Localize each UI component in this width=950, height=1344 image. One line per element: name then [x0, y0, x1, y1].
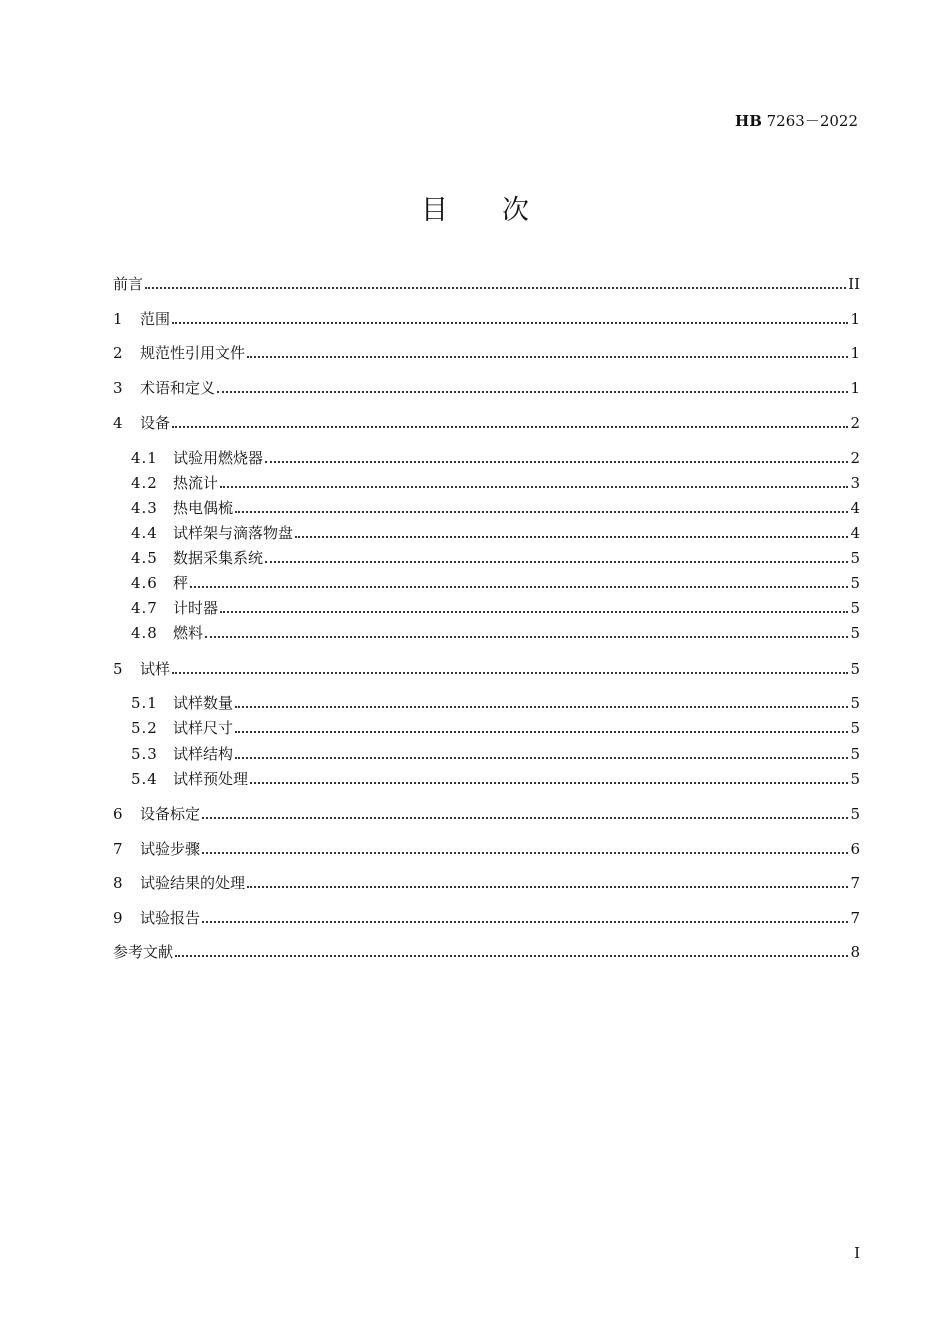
toc-entry-page: 7 — [850, 909, 860, 927]
toc-entry-number: 5.3 — [131, 745, 158, 763]
toc-entry-number: 6 — [113, 805, 123, 823]
toc-entry-page: 5 — [850, 574, 860, 592]
toc-leader-dots — [295, 522, 848, 544]
toc-entry-5-3[interactable] — [131, 743, 860, 765]
toc-entry-page: 1 — [850, 344, 860, 362]
toc-leader-dots — [190, 572, 848, 594]
toc-entry-number: 9 — [113, 909, 123, 927]
toc-entry-number: 4.5 — [131, 549, 158, 567]
page-number: I — [854, 1244, 860, 1262]
toc-leader-dots — [235, 497, 848, 519]
toc-leader-dots — [172, 308, 848, 330]
toc-leader-dots — [220, 472, 848, 494]
page-title — [0, 188, 950, 227]
toc-entry-page: 5 — [850, 694, 860, 712]
toc-leader-dots — [247, 872, 848, 894]
toc-entry-2[interactable] — [113, 342, 860, 364]
toc-entry-page: 2 — [850, 449, 860, 467]
toc-entry-4-2[interactable] — [131, 472, 860, 494]
toc-entry-page: II — [848, 275, 860, 293]
toc-entry-number: 5.4 — [131, 770, 158, 788]
toc-leader-dots — [172, 658, 848, 680]
toc-entry-4-5[interactable] — [131, 547, 860, 569]
toc-entry-number: 4.2 — [131, 474, 158, 492]
toc-entry-number: 4.1 — [131, 449, 158, 467]
toc-entry-label: 规范性引用文件 — [140, 344, 246, 362]
toc-entry-label: 试样架与滴落物盘 — [173, 524, 294, 542]
toc-leader-dots — [205, 622, 848, 644]
toc-entry-label: 热电偶梳 — [173, 499, 234, 517]
toc-entry-6[interactable] — [113, 803, 860, 825]
toc-entry-page: 6 — [850, 840, 860, 858]
toc-entry-4-3[interactable] — [131, 497, 860, 519]
toc-entry-page: 8 — [850, 943, 860, 961]
toc-entry-7[interactable] — [113, 838, 860, 860]
toc-entry-label: 试样结构 — [173, 745, 234, 763]
toc-entry-page: 1 — [850, 310, 860, 328]
toc-entry-label: 试样 — [140, 660, 171, 678]
toc-entry-label: 试样数量 — [173, 694, 234, 712]
toc-entry-foreword[interactable] — [113, 273, 860, 295]
toc-leader-dots — [265, 447, 848, 469]
toc-entry-number: 2 — [113, 344, 123, 362]
toc-entry-label: 数据采集系统 — [173, 549, 264, 567]
toc-entry-page: 5 — [850, 660, 860, 678]
toc-leader-dots — [247, 342, 848, 364]
toc-entry-number: 8 — [113, 874, 123, 892]
toc-entry-label: 试验结果的处理 — [140, 874, 246, 892]
toc-entry-page: 5 — [850, 745, 860, 763]
toc-leader-dots — [265, 547, 848, 569]
toc-entry-references[interactable] — [113, 941, 860, 963]
toc-leader-dots — [202, 838, 848, 860]
toc-leader-dots — [217, 377, 848, 399]
toc-entry-number: 4.3 — [131, 499, 158, 517]
toc-entry-4-8[interactable] — [131, 622, 860, 644]
toc-entry-label: 试验用燃烧器 — [173, 449, 264, 467]
toc-leader-dots — [172, 412, 848, 434]
toc-entry-label: 热流计 — [173, 474, 219, 492]
toc-entry-page: 3 — [850, 474, 860, 492]
toc-entry-label: 参考文献 — [113, 943, 174, 961]
toc-entry-5-1[interactable] — [131, 692, 860, 714]
toc-entry-label: 试样尺寸 — [173, 719, 234, 737]
toc-leader-dots — [145, 273, 846, 295]
toc-entry-4-1[interactable] — [131, 447, 860, 469]
toc-entry-number: 5 — [113, 660, 123, 678]
toc-entry-page: 4 — [850, 499, 860, 517]
toc-entry-number: 4 — [113, 414, 123, 432]
toc-leader-dots — [235, 717, 848, 739]
toc-entry-page: 5 — [850, 549, 860, 567]
toc-entry-label: 试验步骤 — [140, 840, 201, 858]
toc-entry-page: 1 — [850, 379, 860, 397]
toc-entry-9[interactable] — [113, 907, 860, 929]
toc-leader-dots — [202, 803, 848, 825]
toc-entry-number: 4.4 — [131, 524, 158, 542]
toc-entry-label: 范围 — [140, 310, 171, 328]
toc-entry-label: 计时器 — [173, 599, 219, 617]
toc-entry-4-6[interactable] — [131, 572, 860, 594]
toc-entry-4-7[interactable] — [131, 597, 860, 619]
toc-entry-label: 试验报告 — [140, 909, 201, 927]
toc-entry-5-4[interactable] — [131, 768, 860, 790]
toc-entry-4[interactable] — [113, 412, 860, 434]
toc-entry-label: 设备 — [140, 414, 171, 432]
toc-entry-page: 4 — [850, 524, 860, 542]
toc-entry-number: 1 — [113, 310, 123, 328]
toc-leader-dots — [175, 941, 848, 963]
toc-entry-page: 2 — [850, 414, 860, 432]
document-code-number: 7263－2022 — [761, 112, 858, 130]
toc-leader-dots — [235, 692, 848, 714]
toc-entry-number: 3 — [113, 379, 123, 397]
toc-leader-dots — [202, 907, 848, 929]
document-code-prefix: HB — [735, 112, 762, 130]
toc-entry-number: 4.7 — [131, 599, 158, 617]
toc-entry-5-2[interactable] — [131, 717, 860, 739]
toc-entry-page: 5 — [850, 770, 860, 788]
toc-entry-4-4[interactable] — [131, 522, 860, 544]
toc-entry-3[interactable] — [113, 377, 860, 399]
toc-entry-page: 5 — [850, 719, 860, 737]
toc-entry-1[interactable] — [113, 308, 860, 330]
toc-leader-dots — [250, 768, 848, 790]
toc-entry-number: 7 — [113, 840, 123, 858]
toc-entry-page: 5 — [850, 599, 860, 617]
toc-entry-number: 5.1 — [131, 694, 158, 712]
page-title-char-1: 目 — [421, 195, 448, 226]
page-title-char-2: 次 — [502, 195, 529, 226]
toc-entry-page: 7 — [850, 874, 860, 892]
toc-entry-label: 秤 — [173, 574, 189, 592]
toc-entry-page: 5 — [850, 624, 860, 642]
toc-leader-dots — [235, 743, 848, 765]
toc-entry-5[interactable] — [113, 658, 860, 680]
toc-entry-8[interactable] — [113, 872, 860, 894]
toc-entry-number: 5.2 — [131, 719, 158, 737]
toc-entry-label: 燃料 — [173, 624, 204, 642]
toc-entry-number: 4.8 — [131, 624, 158, 642]
toc-entry-label: 试样预处理 — [173, 770, 249, 788]
toc-entry-label: 前言 — [113, 275, 144, 293]
toc-entry-label: 术语和定义 — [140, 379, 216, 397]
document-code — [735, 110, 858, 131]
toc-entry-page: 5 — [850, 805, 860, 823]
toc-entry-label: 设备标定 — [140, 805, 201, 823]
toc-entry-number: 4.6 — [131, 574, 158, 592]
toc-leader-dots — [220, 597, 848, 619]
